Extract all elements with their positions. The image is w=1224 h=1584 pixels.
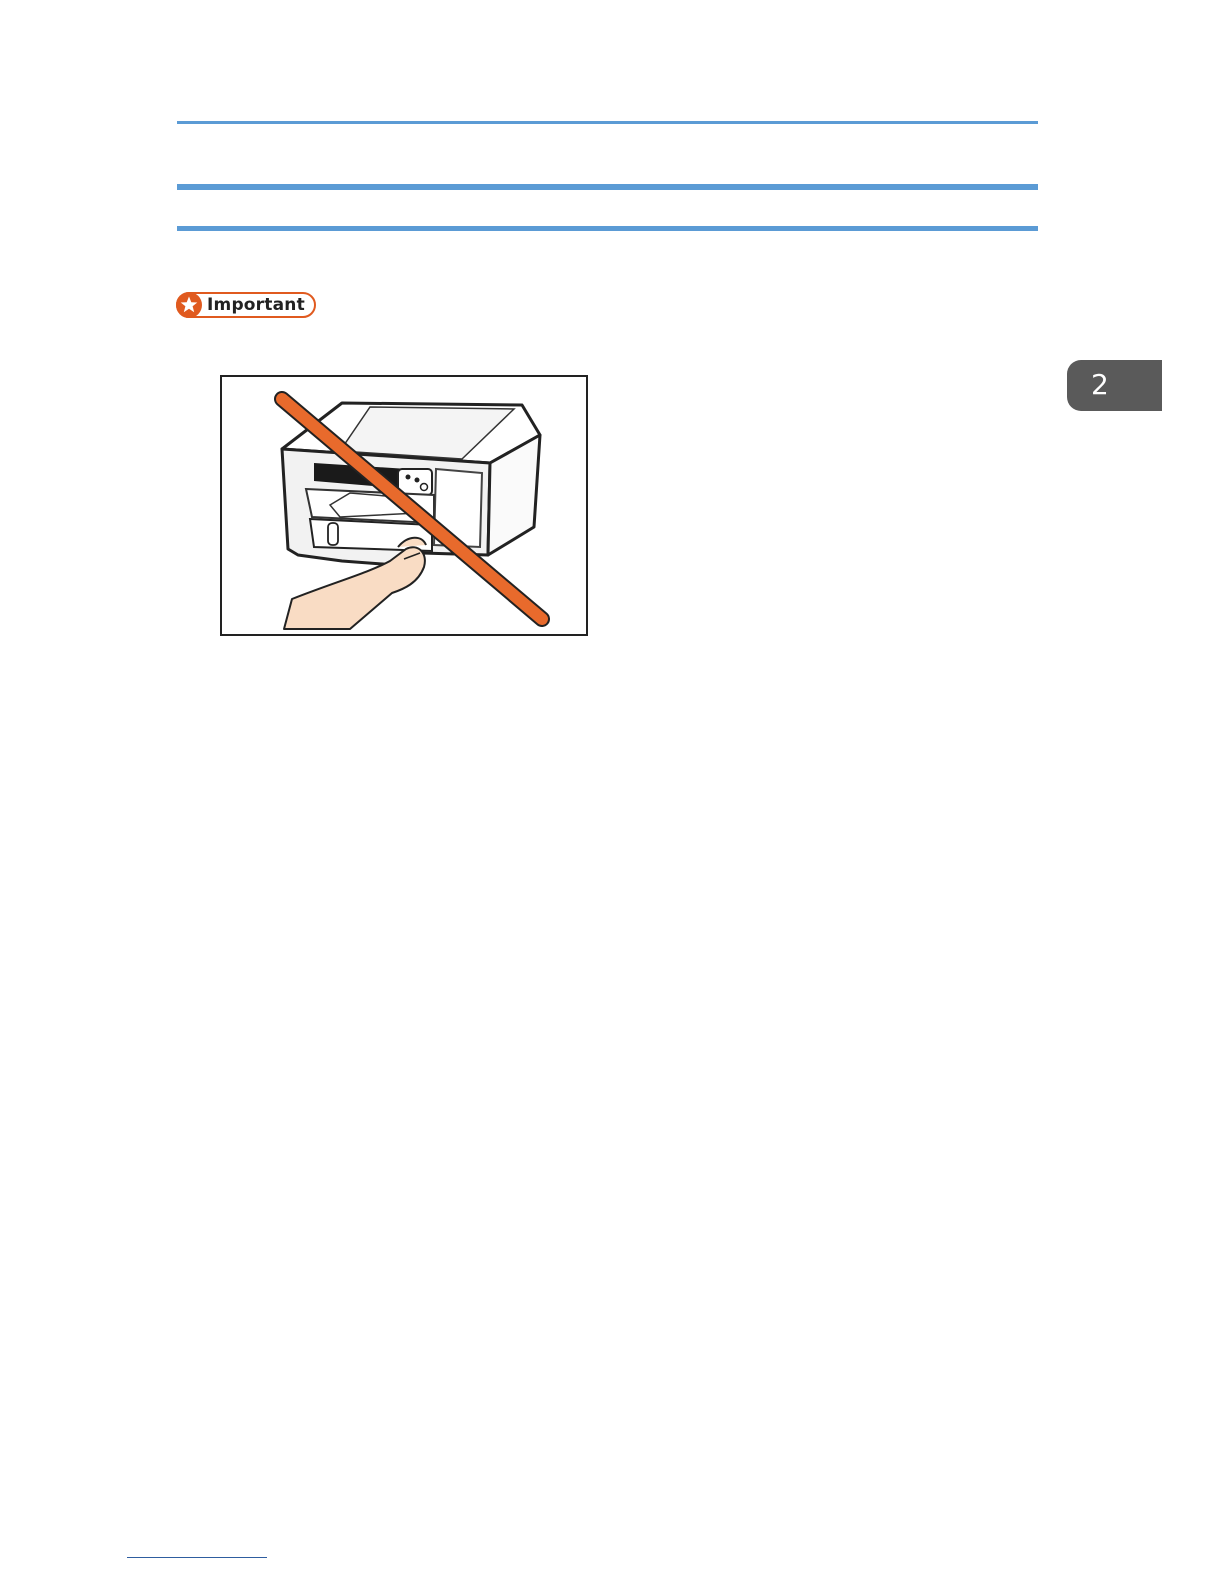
important-label: Important (207, 295, 305, 315)
important-badge (176, 292, 316, 318)
header-rule-top (177, 121, 1038, 124)
chapter-number: 2 (1091, 368, 1109, 401)
chapter-tab (1067, 360, 1162, 411)
footer-rule (127, 1557, 267, 1558)
printer-prohibited-illustration (220, 375, 588, 636)
section-rule-bottom (177, 226, 1038, 231)
star-icon (176, 292, 202, 318)
section-rule-top (177, 184, 1038, 190)
